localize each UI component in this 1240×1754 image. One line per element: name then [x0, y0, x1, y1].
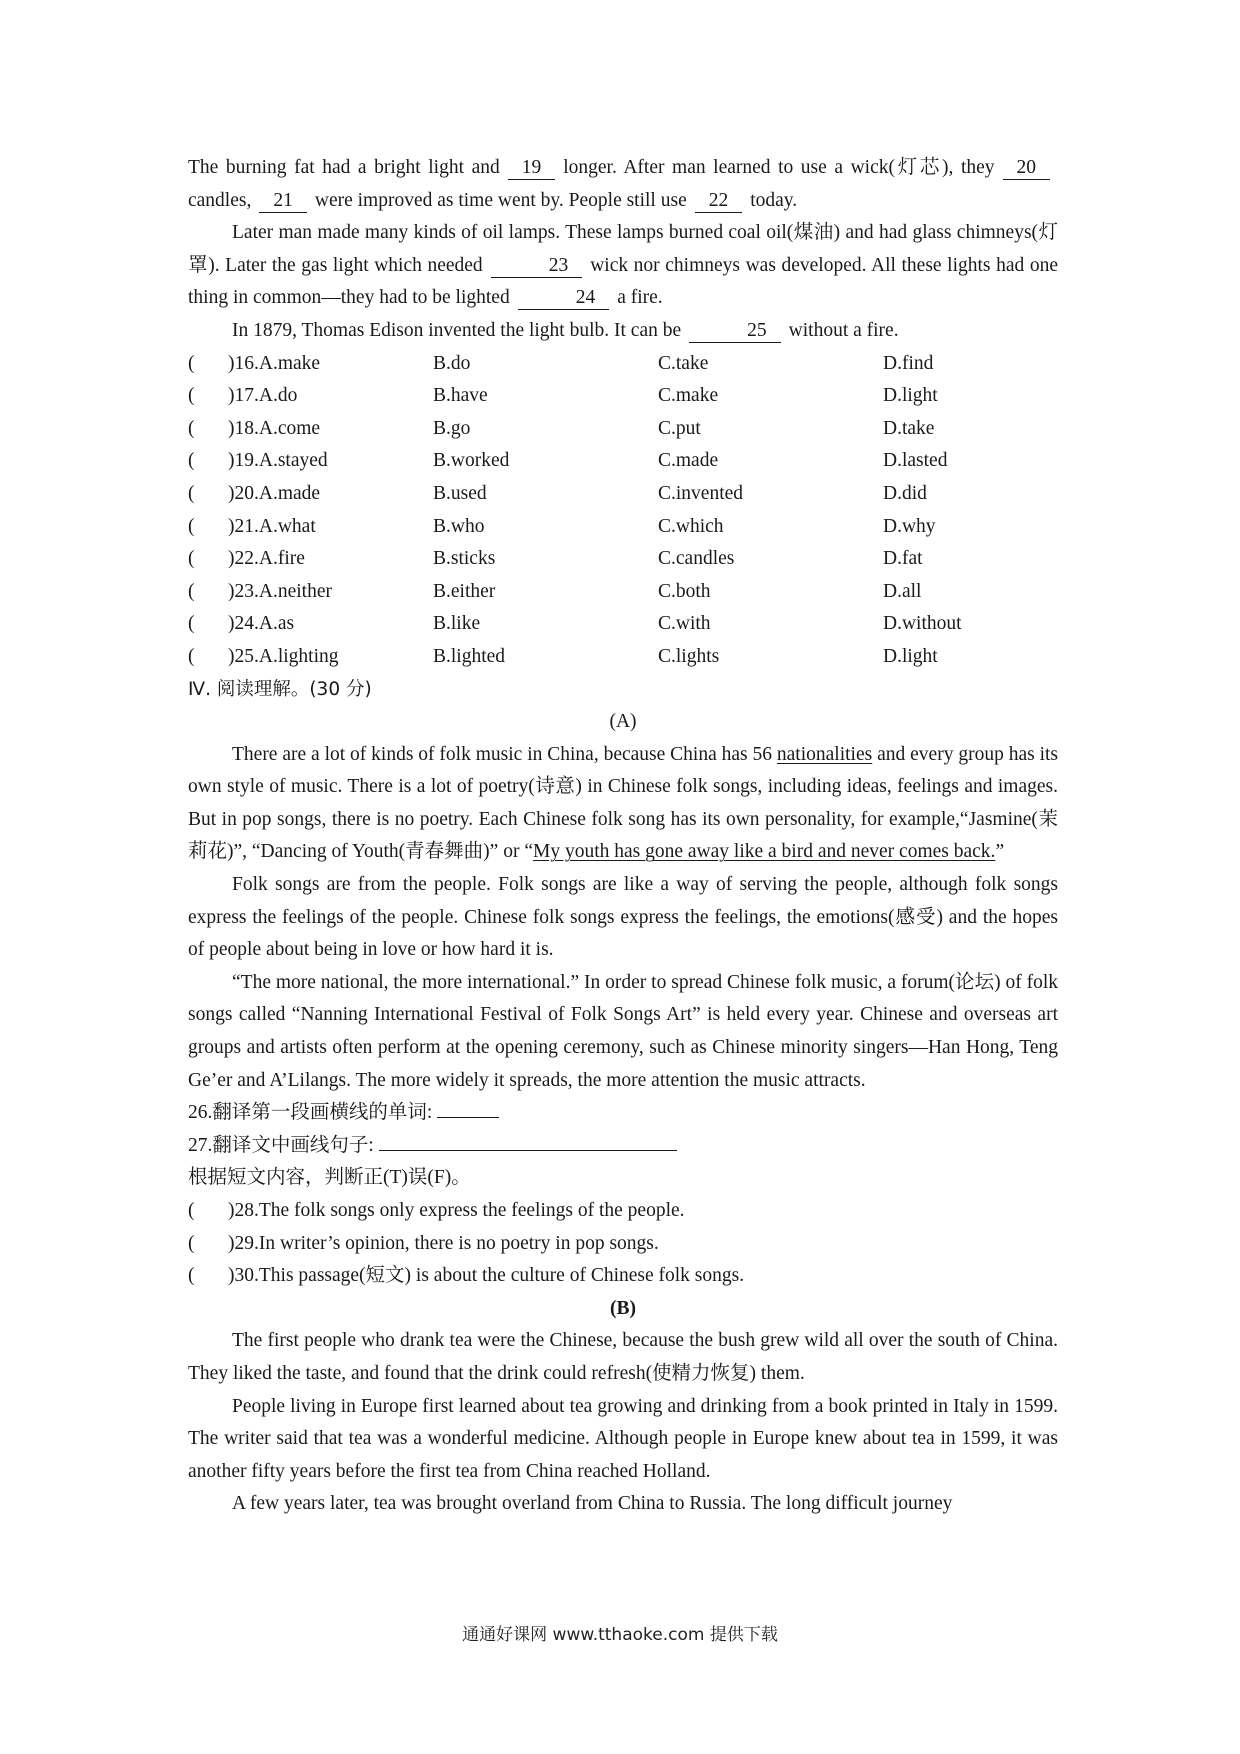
option-b: B.who [433, 515, 485, 537]
option-a: )17.A.do [228, 385, 298, 407]
cloze-paragraph-1 [188, 152, 1058, 217]
passage-a-paragraph-1 [188, 739, 1058, 869]
option-c: C.candles [658, 548, 735, 570]
option-b: B.either [433, 580, 496, 602]
option-c: C.take [658, 352, 709, 374]
text: and every group has its own style of music. There is a lot of poetry(诗意) in Chinese folk songs, including ideas, feelings and images. But in pop songs, there is no poetry. Each Chinese folk song has its own personality, for example,“Jasmine(茉莉花)”, “Dancing of Youth(青春舞曲)” or “ [188, 743, 1059, 863]
answer-paren[interactable]: ( [188, 645, 195, 667]
text: candles, [188, 189, 252, 211]
question-27 [188, 1130, 1058, 1163]
text: The burning fat had a bright light and [188, 157, 500, 178]
exam-page [188, 152, 1058, 1521]
text: In 1879, Thomas Edison invented the light bulb. It can be [232, 319, 682, 341]
answer-paren[interactable]: ( [188, 613, 195, 635]
tf-question-28 [188, 1195, 1058, 1228]
answer-paren[interactable]: ( [188, 548, 195, 570]
blank-19: 19 [508, 157, 556, 180]
text: without a fire. [788, 319, 899, 341]
option-row-23 [188, 576, 1058, 609]
option-c: C.both [658, 580, 711, 602]
question-26 [188, 1097, 1058, 1130]
option-a: )21.A.what [228, 515, 316, 537]
option-row-20 [188, 478, 1058, 511]
passage-b-paragraph-2: People living in Europe first learned about tea growing and drinking from a book printed in Italy in 1599. The writer said that tea was a wonderful medicine. Although people in Europe knew about tea in 1599, it was another fifty years before the first tea from China reached Holland. [188, 1395, 1058, 1482]
passage-b-label: (B) [610, 1297, 636, 1319]
option-b: B.lighted [433, 645, 506, 667]
blank-22: 22 [695, 190, 743, 213]
option-a: )24.A.as [228, 613, 295, 635]
passage-b-paragraph-3: A few years later, tea was brought overland from China to Russia. The long difficult journey [232, 1493, 953, 1515]
answer-line-26[interactable] [437, 1097, 499, 1118]
page-footer: 通通好课网 www.tthaoke.com 提供下载 [462, 1625, 778, 1645]
option-c: C.lights [658, 645, 720, 667]
option-row-24 [188, 608, 1058, 641]
option-b: B.sticks [433, 548, 496, 570]
answer-paren[interactable]: ( [188, 1265, 195, 1287]
option-b: B.go [433, 417, 471, 439]
question-26-text: 26.翻译第一段画横线的单词: [188, 1102, 433, 1124]
cloze-options [188, 348, 1058, 674]
section-heading: Ⅳ. 阅读理解。(30 分) [188, 678, 372, 700]
option-b: B.do [433, 352, 471, 374]
passage-a-paragraph-3: “The more national, the more international.” In order to spread Chinese folk music, a forum(论坛) of folk songs called “Nanning International Festival of Folk Songs Art” is held every year. Chinese and overseas art groups and artists often perform at the opening ceremony, such as Chinese minority singers—Han Hong, Teng Ge’er and A’Lilangs. The more widely it spreads, the more attention the music attracts. [188, 971, 1058, 1091]
option-row-22 [188, 543, 1058, 576]
option-d: D.without [883, 613, 962, 635]
blank-21: 21 [259, 190, 307, 213]
option-a: )20.A.made [228, 482, 321, 504]
option-row-17 [188, 380, 1058, 413]
option-a: )18.A.come [228, 417, 321, 439]
cloze-paragraph-2 [188, 217, 1058, 315]
option-c: C.with [658, 613, 711, 635]
answer-paren[interactable]: ( [188, 450, 195, 472]
text: today. [750, 189, 798, 211]
blank-24: 24 [518, 287, 610, 310]
option-row-21 [188, 511, 1058, 544]
underlined-word: nationalities [776, 743, 873, 765]
option-c: C.made [658, 450, 719, 472]
answer-paren[interactable]: ( [188, 580, 195, 602]
passage-b-paragraph-1: The first people who drank tea were the Chinese, because the bush grew wild all over the south of China. They liked the taste, and found that the drink could refresh(使精力恢复) them. [188, 1330, 1058, 1384]
tf-question-29 [188, 1228, 1058, 1261]
blank-23: 23 [491, 255, 583, 278]
option-a: )23.A.neither [228, 580, 332, 602]
text: longer. After man learned to use a wick(灯芯), [563, 157, 954, 178]
answer-paren[interactable]: ( [188, 1232, 195, 1254]
option-a: )22.A.fire [228, 548, 305, 570]
tf-instruction: 根据短文内容，判断正(T)误(F)。 [188, 1167, 471, 1189]
tf-text: )30.This passage(短文) is about the culture of Chinese folk songs. [228, 1265, 745, 1287]
cloze-paragraph-3 [188, 315, 1058, 348]
tf-text: )28.The folk songs only express the feelings of the people. [228, 1200, 685, 1221]
option-b: B.used [433, 482, 487, 504]
option-d: D.lasted [883, 450, 948, 472]
option-d: D.light [883, 385, 938, 407]
tf-text: )29.In writer’s opinion, there is no poetry in pop songs. [228, 1232, 659, 1254]
option-row-25 [188, 641, 1058, 674]
option-c: C.put [658, 417, 701, 439]
option-c: C.invented [658, 482, 744, 504]
text: a fire. [617, 287, 663, 309]
blank-20: 20 [1003, 157, 1051, 180]
option-a: )19.A.stayed [228, 450, 328, 472]
answer-paren[interactable]: ( [188, 515, 195, 537]
option-row-16 [188, 348, 1058, 381]
answer-paren[interactable]: ( [188, 352, 195, 374]
text: Later man made many kinds of oil lamps. These lamps burned coal oil(煤油) and had glass chimneys(灯罩). Later the gas light which needed [188, 222, 1058, 276]
answer-paren[interactable]: ( [188, 417, 195, 439]
option-d: D.find [883, 352, 934, 374]
text: were improved as time went by. People still use [314, 189, 687, 211]
option-d: D.light [883, 645, 938, 667]
option-c: C.make [658, 385, 719, 407]
passage-a-label: (A) [609, 711, 637, 733]
option-d: D.fat [883, 548, 923, 570]
option-b: B.worked [433, 450, 510, 472]
blank-25: 25 [689, 320, 781, 343]
answer-line-27[interactable] [379, 1130, 677, 1151]
option-d: D.why [883, 515, 936, 537]
option-row-19 [188, 445, 1058, 478]
option-b: B.have [433, 385, 488, 407]
text: ” [995, 841, 1005, 863]
answer-paren[interactable]: ( [188, 385, 195, 407]
option-b: B.like [433, 613, 481, 635]
text: wick nor chimneys was developed. All these lights had one thing in common—they had to be lighted [188, 254, 1058, 309]
tf-question-30 [188, 1260, 1058, 1293]
option-d: D.take [883, 417, 935, 439]
underlined-sentence: My youth has gone away like a bird and never comes back. [532, 841, 996, 863]
text: There are a lot of kinds of folk music in China, because China has 56 [232, 743, 773, 765]
option-d: D.did [883, 482, 927, 504]
option-a: )16.A.make [228, 352, 321, 374]
option-row-18 [188, 413, 1058, 446]
answer-paren[interactable]: ( [188, 1200, 195, 1221]
option-c: C.which [658, 515, 724, 537]
answer-paren[interactable]: ( [188, 482, 195, 504]
question-27-text: 27.翻译文中画线句子: [188, 1134, 374, 1156]
text: they [960, 157, 995, 178]
option-d: D.all [883, 580, 922, 602]
passage-a-paragraph-2: Folk songs are from the people. Folk songs are like a way of serving the people, although folk songs express the feelings of the people. Chinese folk songs express the feelings, the emotions(感受) and the hopes of people about being in love or how hard it is. [188, 874, 1058, 961]
option-a: )25.A.lighting [228, 645, 339, 667]
